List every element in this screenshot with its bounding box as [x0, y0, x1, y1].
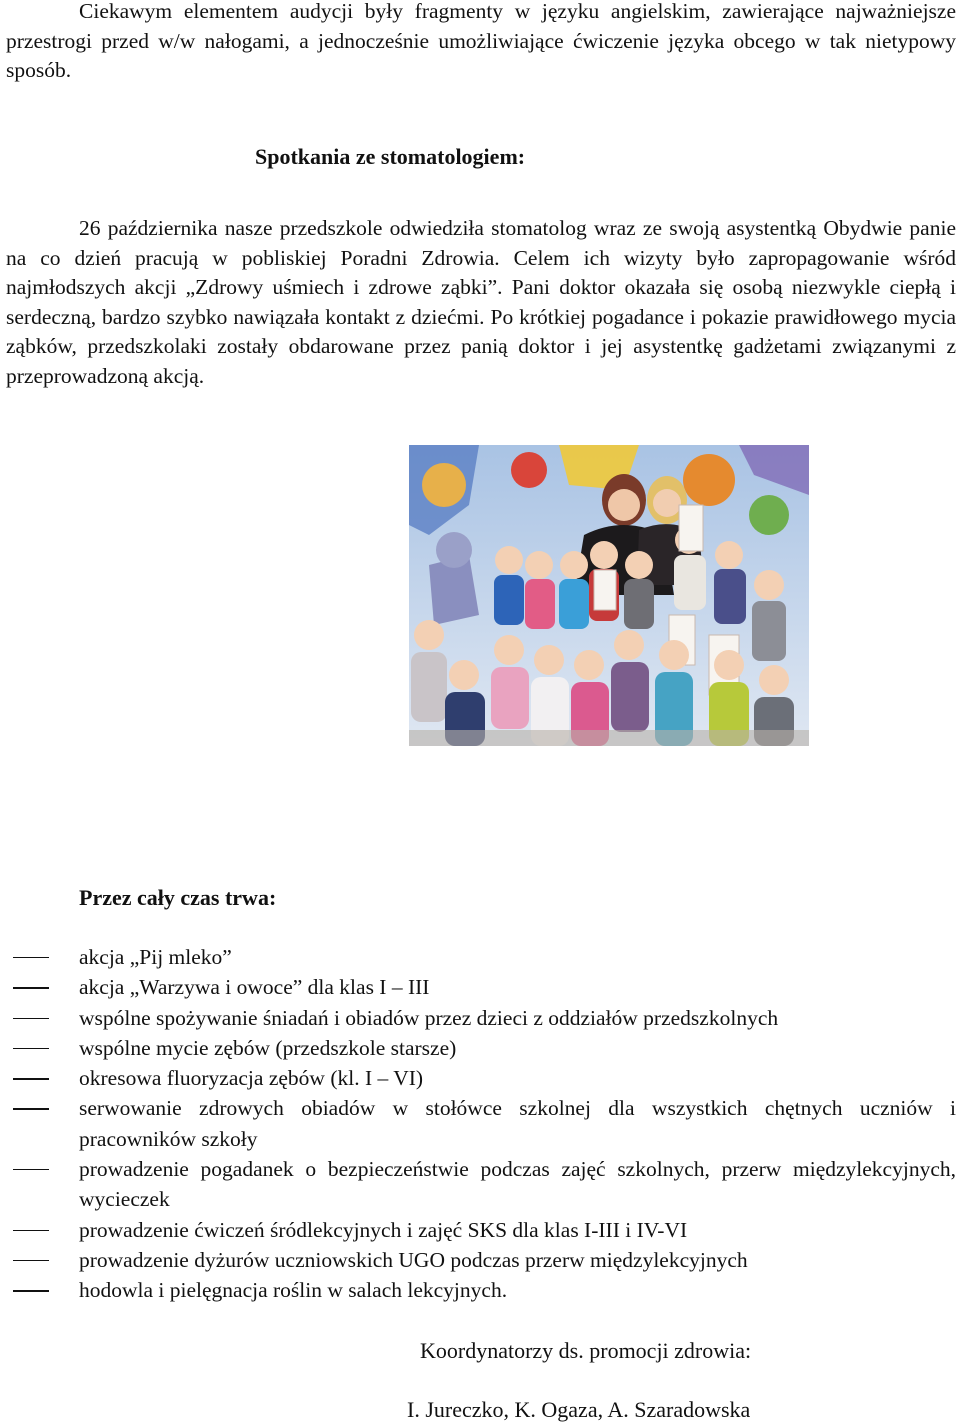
list-item: wspólne spożywanie śniadań i obiadów przez dzieci z oddziałów przedszkolnych — [0, 1003, 956, 1033]
list-item: okresowa fluoryzacja zębów (kl. I – VI) — [0, 1063, 956, 1093]
dash-bullet-icon — [13, 1048, 49, 1049]
dash-bullet-icon — [13, 1290, 49, 1291]
dash-bullet-icon — [13, 1230, 49, 1231]
dash-bullet-icon — [13, 987, 49, 988]
dentist-section-heading: Spotkania ze stomatologiem: — [255, 144, 526, 169]
list-item: prowadzenie pogadanek o bezpieczeństwie podczas zajęć szkolnych, przerw międzylekcyjnych, wycieczek — [0, 1154, 956, 1215]
list-item: hodowla i pielęgnacja roślin w salach lekcyjnych. — [0, 1275, 956, 1305]
list-item: serwowanie zdrowych obiadów w stołówce szkolnej dla wszystkich chętnych uczniów i pracowników szkoły — [0, 1093, 956, 1154]
dash-bullet-icon — [13, 957, 49, 958]
intro-paragraph: Ciekawym elementem audycji były fragmenty w języku angielskim, zawierające najważniejsze przestrogi przed w/w nałogami, a jednocześnie umożliwiające ćwiczenie języka obcego w tak nietypowy sposób. — [6, 0, 956, 82]
signature-role: Koordynatorzy ds. promocji zdrowia: — [420, 1338, 752, 1363]
dash-bullet-icon — [13, 1018, 49, 1019]
dash-bullet-icon — [13, 1108, 49, 1109]
dash-bullet-icon — [13, 1169, 49, 1170]
dentist-paragraph: 26 października nasze przedszkole odwiedziła stomatolog wraz ze swoją asystentką Obydwie panie na co dzień pracują w pobliskiej Poradni Zdrowia. Celem ich wizyty było zapropagowanie wśród najmłodszych akcji „Zdrowy uśmiech i zdrowe ząbki”. Pani doktor okazała się osobą niezwykle ciepłą i serdeczną, bardzo szybko nawiązała kontakt z dziećmi. Po krótkiej pogadance i pokazie prawidłowego mycia ząbków, przedszkolaki zostały obdarowane przez panią doktor i jej asystentkę gadżetami związanymi z przeprowadzoną akcją. — [6, 216, 956, 388]
group-photo — [409, 445, 809, 746]
list-item: akcja „Warzywa i owoce” dla klas I – III — [0, 972, 956, 1002]
list-item: akcja „Pij mleko” — [0, 942, 956, 972]
ongoing-section-heading: Przez cały czas trwa: — [79, 885, 277, 910]
dash-bullet-icon — [13, 1078, 49, 1079]
ongoing-activities-list — [0, 942, 960, 1306]
list-item: wspólne mycie zębów (przedszkole starsze) — [0, 1033, 956, 1063]
list-item: prowadzenie ćwiczeń śródlekcyjnych i zajęć SKS dla klas I-III i IV-VI — [0, 1215, 956, 1245]
signature-names: I. Jureczko, K. Ogaza, A. Szaradowska — [407, 1397, 751, 1422]
list-item: prowadzenie dyżurów uczniowskich UGO podczas przerw międzylekcyjnych — [0, 1245, 956, 1275]
dash-bullet-icon — [13, 1260, 49, 1261]
group-photo-illustration — [409, 445, 809, 746]
